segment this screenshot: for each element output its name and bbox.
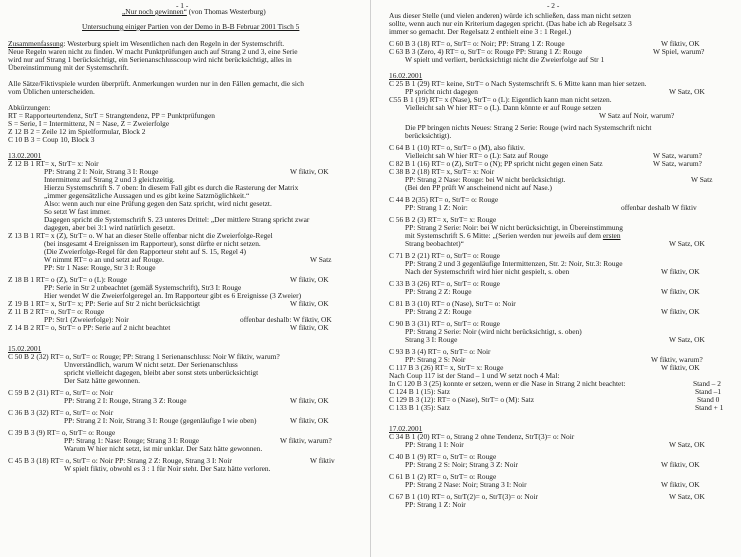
- verdict-note: Stand –1: [695, 387, 722, 396]
- verdict-note: W fiktiv, warum?: [280, 436, 332, 445]
- line-text: PP: Strang 2 und 3 gegenläufige Intermittenzen, Str. 2: Noir, Str.3: Rouge: [405, 259, 623, 268]
- text-line: [0, 324, 370, 332]
- line-text: (bei insgesamt 4 Ereignissen im Rapporteur), sonst dürfte er nicht setzen.: [44, 239, 261, 248]
- line-text: 17.02.2001: [389, 424, 423, 433]
- line-text: Übereinstimmung mit der Systemschrift.: [8, 63, 129, 72]
- text-line: [371, 308, 741, 316]
- verdict-note: W Satz: [691, 175, 713, 184]
- text-line: [0, 397, 370, 405]
- line-text: Hier wendet W die Zweierfolgeregel an. Im Rapporteur gibt es 6 Ereignisse (3 Zweier): [44, 291, 302, 300]
- verdict-note: W Satz: [310, 255, 332, 264]
- line-text: PP: Strang 1: Nase: Rouge; Strang 3 I: Rouge: [64, 436, 200, 445]
- text-line: [371, 112, 741, 120]
- line-text: C 59 B 2 (31) RT= o, StrT= o: Noir: [8, 388, 114, 397]
- line-text: PP: Strang 2 Z: Rouge: [405, 307, 472, 316]
- line-text: C 90 B 3 (31) RT= o, StrT= o: Rouge: [389, 319, 500, 328]
- line-text: 13.02.2001: [8, 151, 42, 160]
- line-text: Alle Sätze/Fiktivspiele wurden überprüft. Anmerkungen wurden nur in den Fällen gemacht, die sich: [8, 79, 304, 88]
- text-line: [371, 204, 741, 212]
- verdict-note: W Spiel, warum?: [653, 47, 705, 56]
- verdict-note: offenbar deshalb: W fiktiv, OK: [240, 315, 332, 324]
- text-line: [371, 268, 741, 276]
- line-text: „Nur noch gewinnen“ (von Thomas Westerburg): [122, 7, 266, 16]
- line-text: Z 19 B 1 RT= x, StrT= x; PP: Serie auf Str 2 nicht berücksichtigt: [8, 299, 201, 308]
- line-text: Nach der Systemschrift wird hier nicht gespielt, s. oben: [405, 267, 570, 276]
- line-text: C 82 B 1 (16) RT= o (Z), StrT= o (N); PP spricht nicht gegen einen Satz: [389, 159, 603, 168]
- line-text: PP: Strang 2 I: Rouge, Strang 3 Z: Rouge: [64, 396, 187, 405]
- page-number: - 2 -: [547, 1, 560, 10]
- line-text: Intermittenz auf Strang 2 und 3 gleichzeitig.: [44, 175, 175, 184]
- line-text: PP: Strang 1 I: Noir: [405, 440, 464, 449]
- line-text: Die PP bringen nichts Neues: Strang 2 Serie: Rouge (wird nach Systemschrift nicht: [405, 123, 652, 132]
- line-text: C 63 B 3 (Zero, 4) RT= o, StrT= o: Rouge PP: Strang 1 Z: Rouge: [389, 47, 583, 56]
- text-line: [371, 481, 741, 489]
- line-text: C 36 B 3 (32) RT= o, StrT= o: Noir: [8, 408, 114, 417]
- line-text: C 124 B 1 (15): Satz: [389, 387, 450, 396]
- line-text: 15.02.2001: [8, 344, 42, 353]
- line-text: Z 14 B 2 RT= o, StrT= o PP: Serie auf 2 nicht beachtet: [8, 323, 171, 332]
- line-text: Strang 3 I: Rouge: [405, 335, 458, 344]
- line-text: PP: Strang 2 Serie: Noir (wird nicht berücksichtigt, s. oben): [405, 327, 582, 336]
- verdict-note: W fiktiv, OK: [661, 267, 700, 276]
- line-text: PP: Strang 2 Z: Rouge: [405, 287, 472, 296]
- line-text: dagegen, aber bei 3:1 wird natürlich gesetzt.: [44, 223, 175, 232]
- line-text: wird nur auf Strang 1 berücksichtigt, ein Serienanschlusscoup wird nicht berücksichtigt, alles in: [8, 55, 292, 64]
- line-text: C 50 B 2 (32) RT= o, StrT= o: Rouge; PP: Strang 1 Serienanschluss: Noir W fiktiv, warum?: [8, 352, 280, 361]
- verdict-note: W fiktiv, OK: [661, 363, 700, 372]
- line-text: So setzt W fast immer.: [44, 207, 111, 216]
- text-line: [0, 64, 370, 72]
- line-text: W spielt und verliert, berücksichtigt nicht die Zweierfolge auf Str 1: [405, 55, 605, 64]
- line-text: C55 B 1 (19) RT= x (Nase), StrT= o (L): Eigentlich kann man nicht setzen.: [389, 95, 612, 104]
- line-text: Warum W hier nicht setzt, ist mir unklar. Der Satz hätte gewonnen.: [64, 444, 263, 453]
- line-text: (Die Zweierfolge-Regel für den Rapporteur steht auf S. 15, Regel 4): [44, 247, 246, 256]
- right-page: [371, 0, 741, 557]
- line-text: C 38 B 2 (18) RT= x, StrT= x: Noir: [389, 167, 495, 176]
- line-text: PP: Strang 1 Z: Noir: [405, 500, 466, 509]
- line-text: C 71 B 2 (21) RT= o, StrT= o: Rouge: [389, 251, 500, 260]
- line-text: PP: Strang 2 Serie: Noir: bei W nicht berücksichtigt, in Übereinstimmung: [405, 223, 623, 232]
- line-text: S = Serie, I = Intermittenz, N = Nase, Z = Zweierfolge: [8, 119, 170, 128]
- line-text: C 40 B 1 (9) RT= o, StrT= o: Rouge: [389, 452, 497, 461]
- line-text: vom Üblichen unterscheiden.: [8, 87, 95, 96]
- line-text: C 133 B 1 (35): Satz: [389, 403, 450, 412]
- line-text: (Bei den PP prüft W anscheinend nicht auf Nase.): [405, 183, 553, 192]
- line-text: C 67 B 1 (10) RT= o, StrT(2)= o, StrT(3)= o: Noir: [389, 492, 538, 501]
- line-text: PP: Strang 2 I: Noir, Strang 3 I: Rouge (gegenläufige I wie oben): [64, 416, 257, 425]
- line-text: C 10 B 3 = Coup 10, Block 3: [8, 135, 95, 144]
- line-text: Z 13 B 1 RT= x (Z), StrT= o. W hat an dieser Stelle offenbar nicht die Zweierfolge-Regel: [8, 231, 273, 240]
- line-text: C 61 B 1 (2) RT= o, StrT= o: Rouge: [389, 472, 497, 481]
- text-line: [0, 136, 370, 144]
- line-text: immer so gemacht. Der Regelsatz 2 enthielt eine 3 : 1 Regel.): [389, 27, 572, 36]
- line-text: spricht vielleicht dagegen, bleibt aber sonst stets unberücksichtigt: [64, 368, 259, 377]
- text-line: [371, 288, 741, 296]
- line-text: Strang beobachtet)“: [405, 239, 464, 248]
- text-line: [0, 88, 370, 96]
- line-text: Aus dieser Stelle (und vielen anderen) würde ich schließen, dass man nicht setzen: [389, 11, 631, 20]
- line-text: RT = Rapporteurtendenz, StrT = Strangtendenz, PP = Punktprüfungen: [8, 111, 215, 120]
- text-line: [0, 377, 370, 385]
- text-line: [0, 465, 370, 473]
- line-text: PP spricht nicht dagegen: [405, 87, 479, 96]
- line-text: Neue Regeln waren nicht zu finden. W macht Punktprüfungen auch auf Strang 2 und 3, eine Serie: [8, 47, 298, 56]
- line-text: PP: Strang 2 Nase: Rouge: bei W nicht berücksichtigt.: [405, 175, 566, 184]
- line-text: Abkürzungen:: [8, 103, 51, 112]
- text-line: [371, 132, 741, 140]
- verdict-note: offenbar deshalb W fiktiv: [621, 203, 697, 212]
- text-line: [371, 28, 741, 36]
- line-text: C 44 B 2(35) RT= o, StrT= o: Rouge: [389, 195, 499, 204]
- text-line: [0, 23, 370, 31]
- verdict-note: W fiktiv, OK: [290, 396, 329, 405]
- text-line: [371, 404, 741, 412]
- line-text: Vielleicht sah W hier RT= o (L). Dann könnte er auf Rouge setzen: [405, 103, 602, 112]
- verdict-note: W fiktiv, warum?: [651, 355, 703, 364]
- line-text: C 129 B 3 (12): RT= o (Nase), StrT= o (M): Satz: [389, 395, 535, 404]
- verdict-note: Stand – 2: [693, 379, 721, 388]
- verdict-note: W Satz, OK: [669, 335, 705, 344]
- verdict-note: W fiktiv, OK: [661, 307, 700, 316]
- text-line: [0, 8, 370, 16]
- line-text: C 60 B 3 (18) RT= o, StrT= o: Noir; PP: Strang 1 Z: Rouge: [389, 39, 565, 48]
- line-text: C 45 B 3 (18) RT= o, StrT= o: Noir PP: Strang 2 Z: Rouge, Strang 3 I: Noir: [8, 456, 232, 465]
- line-text: PP: Strang 1 Z: Noir:: [405, 203, 468, 212]
- verdict-note: W fiktiv, OK: [661, 480, 700, 489]
- verdict-note: W fiktiv: [310, 456, 335, 465]
- verdict-note: W fiktiv, OK: [290, 167, 329, 176]
- text-line: [0, 264, 370, 272]
- text-line: [371, 240, 741, 248]
- text-line: [0, 445, 370, 453]
- line-text: 16.02.2001: [389, 71, 423, 80]
- line-text: PP: Strang 2 I: Noir, Strang 3 I: Rouge: [44, 167, 159, 176]
- verdict-note: W fiktiv, OK: [290, 323, 329, 332]
- line-text: Also: wenn auch nur eine Prüfung gegen den Satz spricht, wird nicht gesetzt.: [44, 199, 272, 208]
- page-number: - 1 -: [176, 1, 189, 10]
- line-text: Dagegen spricht die Systemschrift S. 23 unteres Drittel: „Der mittlere Strang spricht zwar: [44, 215, 310, 224]
- verdict-note: W Satz, warum?: [653, 151, 702, 160]
- verdict-note: W Satz, OK: [669, 440, 705, 449]
- verdict-note: W fiktiv, OK: [290, 416, 329, 425]
- line-text: C 25 B 1 (29) RT= keine, StrT= o Nach Systemschrift S. 6 Mitte kann man hier setzen.: [389, 79, 647, 88]
- line-text: mit Systemschrift S. 6 Mitte: „(Serien werden nur jeweils auf dem ersten: [405, 231, 621, 240]
- line-text: PP: Strang 2 S: Noir: [405, 355, 466, 364]
- line-text: C 93 B 3 (4) RT= o, StrT= o: Noir: [389, 347, 491, 356]
- text-line: [0, 369, 370, 377]
- line-text: „immer gegensätzliche Aussagen und es gibt keine Satzmöglichkeit.“: [44, 191, 250, 200]
- verdict-note: W fiktiv, OK: [661, 287, 700, 296]
- line-text: W Satz auf Noir, warum?: [599, 111, 675, 120]
- line-text: Z 11 B 2 RT= o, StrT= o: Rouge: [8, 307, 105, 316]
- text-line: [371, 461, 741, 469]
- verdict-note: W fiktiv, OK: [661, 460, 700, 469]
- line-text: Unverständlich, warum W nicht setzt. Der Serienanschluss: [64, 360, 238, 369]
- line-text: Der Satz hätte gewonnen.: [64, 376, 140, 385]
- line-text: PP: Strang 2 S: Noir; Strang 3 Z: Noir: [405, 460, 518, 469]
- line-text: berücksichtigt).: [405, 131, 452, 140]
- line-text: C 34 B 1 (20) RT= o, Strang 2 ohne Tendenz, StrT(3)= o: Noir: [389, 432, 575, 441]
- line-text: PP: Serie in Str 2 unbeachtet (gemäß Systemschrift), Str3 I: Rouge: [44, 283, 242, 292]
- text-line: [371, 336, 741, 344]
- verdict-note: W Satz, OK: [669, 239, 705, 248]
- line-text: PP: Str1 (Zweierfolge): Noir: [44, 315, 129, 324]
- line-text: Z 12 B 1 RT= x, StrT= x: Noir: [8, 159, 99, 168]
- line-text: Zusammenfassung: Westerburg spielt im Wesentlichen nach den Regeln in der Systemschrift.: [8, 39, 285, 48]
- text-line: [371, 104, 741, 112]
- verdict-note: Stand 0: [697, 395, 720, 404]
- text-line: [371, 441, 741, 449]
- text-line: [0, 417, 370, 425]
- line-text: W nimmt RT= o an und setzt auf Rouge.: [44, 255, 164, 264]
- text-line: [371, 56, 741, 64]
- line-text: Vielleicht sah W hier RT= o (L): Satz auf Rouge: [405, 151, 549, 160]
- line-text: C 33 B 3 (26) RT= o, StrT= o: Rouge: [389, 279, 500, 288]
- line-text: PP: Strang 2 Nase: Noir; Strang 3 I: Noir: [405, 480, 527, 489]
- verdict-note: W Satz, OK: [669, 87, 705, 96]
- line-text: Z 18 B 1 RT= o (Z), StrT= o (L): Rouge: [8, 275, 127, 284]
- line-text: Nach Coup 117 ist der Stand – 1 und W setzt noch 4 Mal:: [389, 371, 560, 380]
- line-text: C 56 B 2 (3) RT= x, StrT= x: Rouge: [389, 215, 497, 224]
- line-text: C 117 B 3 (26) RT= x, StrT= x: Rouge: [389, 363, 504, 372]
- line-text: sollte, wenn auch nur ein Kriterium dagegen spricht. (Das habe ich ab Regelsatz 3: [389, 19, 632, 28]
- verdict-note: W Satz, OK: [669, 492, 705, 501]
- verdict-note: W fiktiv, OK: [290, 275, 329, 284]
- line-text: Hierzu Systemschrift S. 7 oben: In diesem Fall gibt es durch die Rasterung der Matrix: [44, 183, 299, 192]
- line-text: Z 12 B 2 = Zeile 12 im Spielformular, Block 2: [8, 127, 146, 136]
- verdict-note: Stand + 1: [695, 403, 724, 412]
- verdict-note: W Satz, warum?: [653, 159, 702, 168]
- text-line: [371, 184, 741, 192]
- line-text: PP: Str 1 Nase: Rouge, Str 3 I: Rouge: [44, 263, 156, 272]
- line-text: C 81 B 3 (10) RT= o (Nase), StrT= o: Noir: [389, 299, 516, 308]
- line-text: C 64 B 1 (10) RT= o, StrT= o (M), also fiktiv.: [389, 143, 525, 152]
- line-text: Untersuchung einiger Partien von der Demo in B-B Februar 2001 Tisch 5: [82, 22, 300, 31]
- verdict-note: W fiktiv, OK: [661, 39, 700, 48]
- text-line: [371, 501, 741, 509]
- verdict-note: W fiktiv, OK: [290, 299, 329, 308]
- line-text: W spielt fiktiv, obwohl es 3 : 1 für Noir steht. Der Satz hätte verloren.: [64, 464, 271, 473]
- line-text: C 39 B 3 (9) RT= o, StrT= o: Rouge: [8, 428, 116, 437]
- line-text: In C 120 B 3 (25) konnte er setzen, wenn er die Nase in Strang 2 nicht beachtet:: [389, 379, 626, 388]
